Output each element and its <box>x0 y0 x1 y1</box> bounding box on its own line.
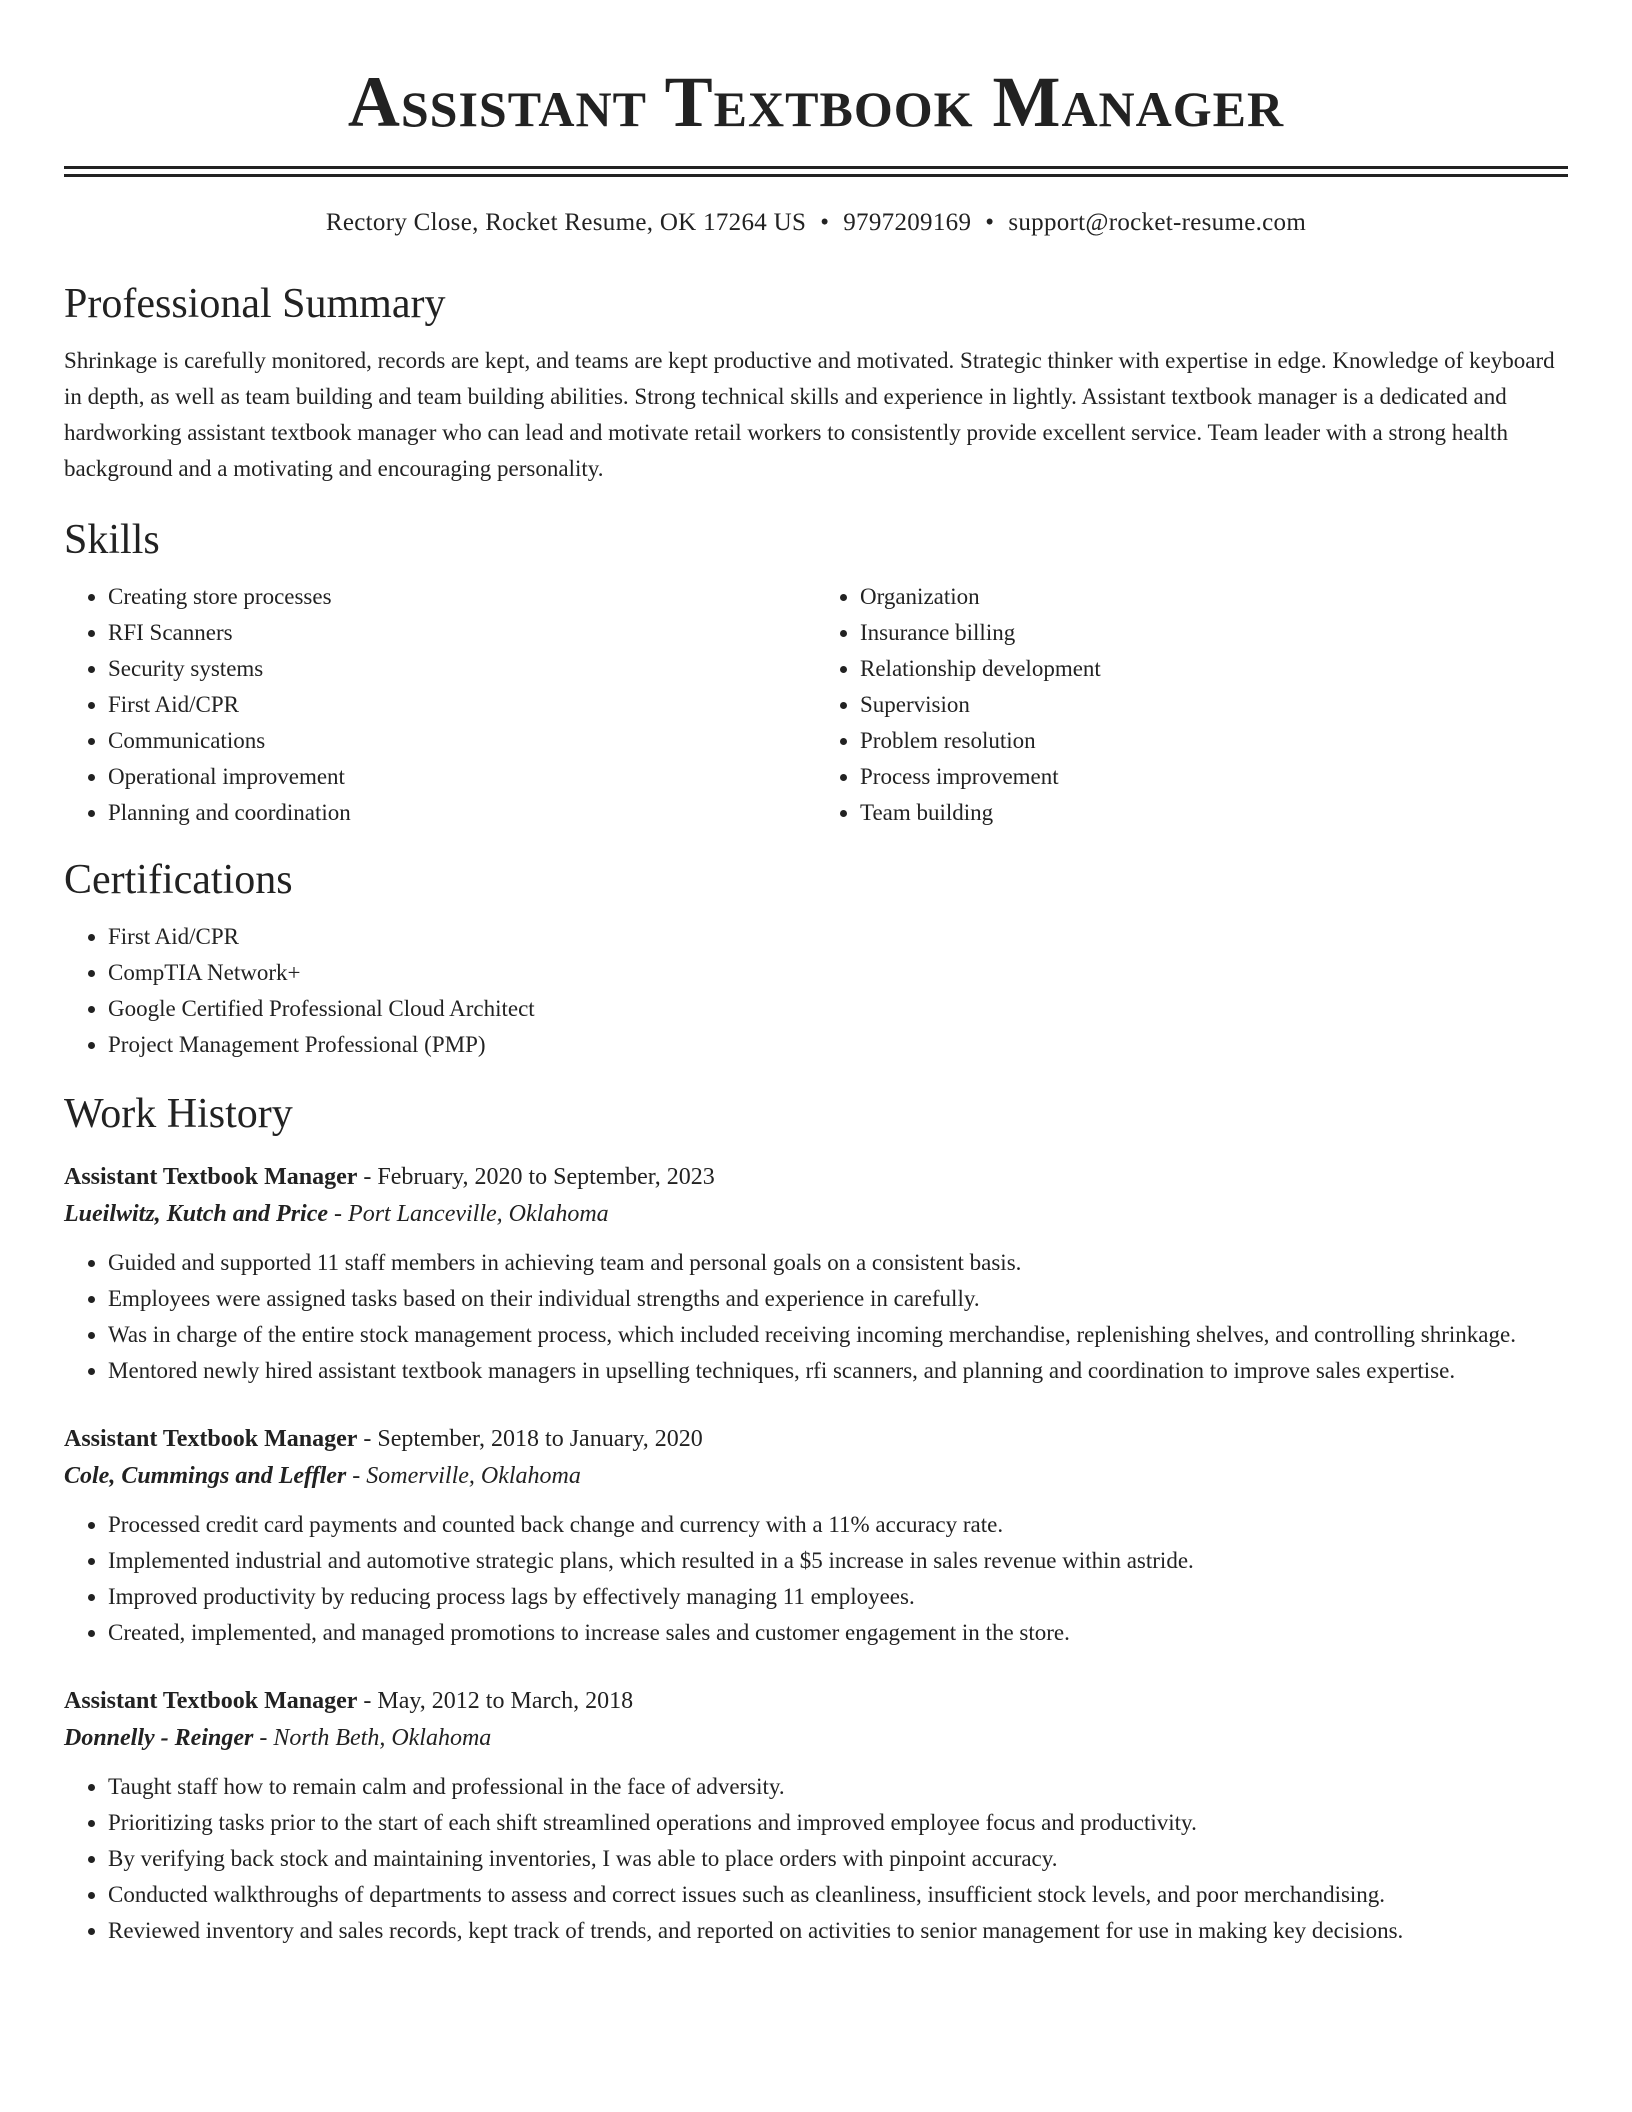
job-location: Somerville, Oklahoma <box>366 1463 581 1489</box>
skill-item: • Operational improvement <box>108 759 816 795</box>
skill-item: • Creating store processes <box>108 579 816 615</box>
job-bullet: • Prioritizing tasks prior to the start of each shift streamlined operations and improved employee focus and productivity. <box>108 1805 1568 1841</box>
skill-item: • Team building <box>860 795 1568 831</box>
job-entry <box>64 1421 1568 1651</box>
summary-heading: Professional Summary <box>64 281 446 327</box>
title-double-rule <box>64 166 1568 177</box>
job-title-line: Assistant Textbook Manager - September, 2018 to January, 2020 <box>64 1426 703 1452</box>
job-bullet: • Processed credit card payments and counted back change and currency with a 11% accuracy rate. <box>108 1507 1568 1543</box>
job-company: Cole, Cummings and Leffler <box>64 1463 347 1489</box>
contact-line <box>64 207 1568 239</box>
job-role: Assistant Textbook Manager <box>64 1164 358 1190</box>
resume-title: Assistant Textbook Manager <box>347 62 1285 142</box>
job-company-line: Cole, Cummings and Leffler - Somerville, Oklahoma <box>64 1463 581 1489</box>
certification-item: • Project Management Professional (PMP) <box>108 1027 1568 1063</box>
skill-item: • Insurance billing <box>860 615 1568 651</box>
job-dates: September, 2018 to January, 2020 <box>377 1426 703 1452</box>
job-bullet: • Reviewed inventory and sales records, kept track of trends, and reported on activities to senior management for use in making key decisions. <box>108 1913 1568 1949</box>
job-bullet: • Improved productivity by reducing process lags by effectively managing 11 employees. <box>108 1579 1568 1615</box>
job-entry <box>64 1159 1568 1389</box>
certification-item: • CompTIA Network+ <box>108 955 1568 991</box>
job-bullet: • Implemented industrial and automotive strategic plans, which resulted in a $5 increase in sales revenue within astride. <box>108 1543 1568 1579</box>
job-company: Donnelly - Reinger <box>64 1725 254 1751</box>
job-role: Assistant Textbook Manager <box>64 1688 358 1714</box>
skill-item: • Relationship development <box>860 651 1568 687</box>
skill-item: • Organization <box>860 579 1568 615</box>
job-title-line: Assistant Textbook Manager - May, 2012 to March, 2018 <box>64 1688 634 1714</box>
job-bullets <box>64 1507 1568 1651</box>
contact-email: support@rocket-resume.com <box>1008 209 1307 236</box>
job-dates: February, 2020 to September, 2023 <box>377 1164 715 1190</box>
summary-text: Shrinkage is carefully monitored, records are kept, and teams are kept productive and motivated. Strategic thinker with expertise in edge. Knowledge of keyboard in depth, as well as team building and team building abilities. Strong technical skills and experience in lightly. Assistant textbook manager is a dedicated and hardworking assistant textbook manager who can lead and motivate retail workers to consistently provide excellent service. Team leader with a strong health background and a motivating and encouraging personality. <box>64 348 1555 481</box>
job-company-line: Lueilwitz, Kutch and Price - Port Lanceville, Oklahoma <box>64 1201 609 1227</box>
job-company-line: Donnelly - Reinger - North Beth, Oklahoma <box>64 1725 492 1751</box>
job-bullet: • By verifying back stock and maintaining inventories, I was able to place orders with pinpoint accuracy. <box>108 1841 1568 1877</box>
certification-item: • Google Certified Professional Cloud Architect <box>108 991 1568 1027</box>
job-bullet: • Conducted walkthroughs of departments to assess and correct issues such as cleanliness, insufficient stock levels, and poor merchandising. <box>108 1877 1568 1913</box>
certifications-list <box>64 919 1568 1063</box>
job-location: Port Lanceville, Oklahoma <box>348 1201 609 1227</box>
contact-separator: • <box>985 209 995 236</box>
job-bullet: • Taught staff how to remain calm and professional in the face of adversity. <box>108 1769 1568 1805</box>
skill-item: • RFI Scanners <box>108 615 816 651</box>
skill-item: • Security systems <box>108 651 816 687</box>
skill-item: • Process improvement <box>860 759 1568 795</box>
skills-grid <box>64 579 1568 831</box>
work-history-heading: Work History <box>64 1091 293 1137</box>
contact-address: Rectory Close, Rocket Resume, OK 17264 US <box>325 209 807 236</box>
job-bullet: • Guided and supported 11 staff members in achieving team and personal goals on a consistent basis. <box>108 1245 1568 1281</box>
job-bullets <box>64 1245 1568 1389</box>
job-entry <box>64 1683 1568 1949</box>
job-dates: May, 2012 to March, 2018 <box>377 1688 634 1714</box>
skill-item: • First Aid/CPR <box>108 687 816 723</box>
job-company: Lueilwitz, Kutch and Price <box>64 1201 329 1227</box>
job-bullets <box>64 1769 1568 1949</box>
job-location: North Beth, Oklahoma <box>273 1725 492 1751</box>
skills-list-right <box>816 579 1568 831</box>
job-bullet: • Was in charge of the entire stock management process, which included receiving incoming merchandise, replenishing shelves, and controlling shrinkage. <box>108 1317 1568 1353</box>
job-bullet: • Mentored newly hired assistant textbook managers in upselling techniques, rfi scanners, and planning and coordination to improve sales expertise. <box>108 1353 1568 1389</box>
skill-item: • Supervision <box>860 687 1568 723</box>
job-title-line: Assistant Textbook Manager - February, 2020 to September, 2023 <box>64 1164 715 1190</box>
job-role: Assistant Textbook Manager <box>64 1426 358 1452</box>
certifications-heading: Certifications <box>64 857 293 903</box>
contact-phone: 9797209169 <box>843 209 972 236</box>
skill-item: • Problem resolution <box>860 723 1568 759</box>
skills-list-left <box>64 579 816 831</box>
skill-item: • Planning and coordination <box>108 795 816 831</box>
contact-separator: • <box>820 209 830 236</box>
job-bullet: • Employees were assigned tasks based on their individual strengths and experience in carefully. <box>108 1281 1568 1317</box>
skill-item: • Communications <box>108 723 816 759</box>
certification-item: • First Aid/CPR <box>108 919 1568 955</box>
skills-heading: Skills <box>64 517 160 563</box>
job-bullet: • Created, implemented, and managed promotions to increase sales and customer engagement in the store. <box>108 1615 1568 1651</box>
